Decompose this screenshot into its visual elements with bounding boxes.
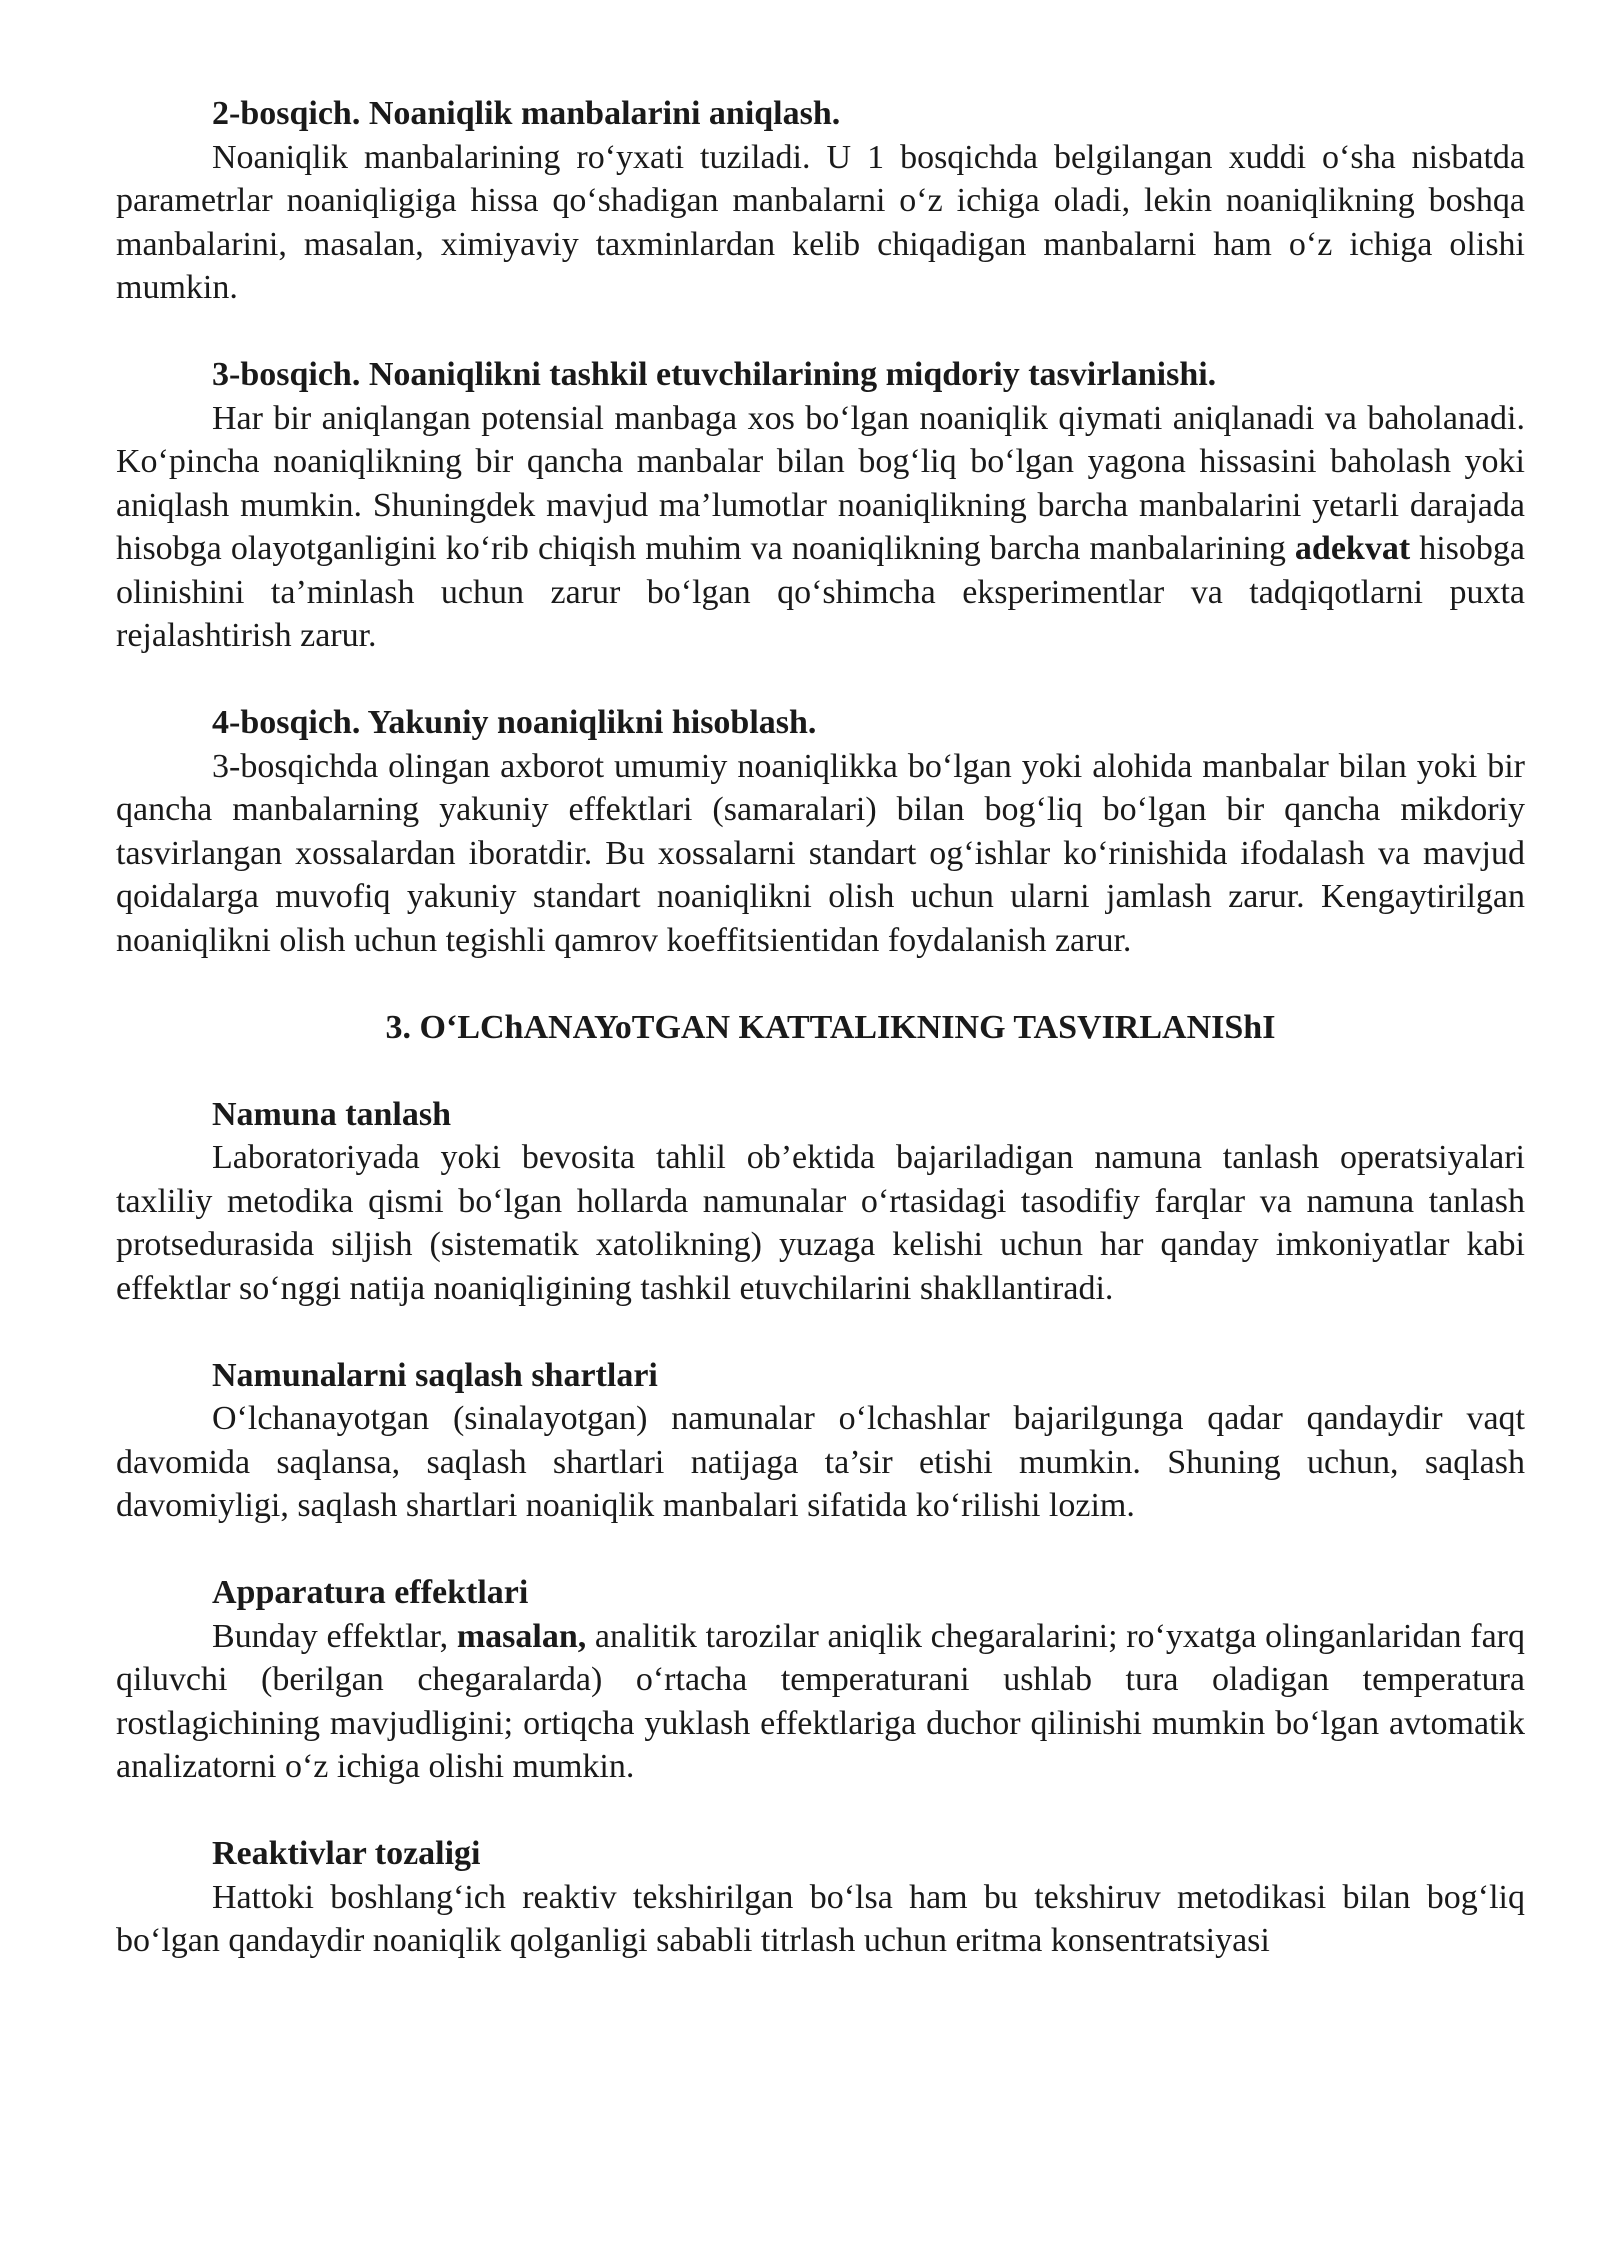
document-page: [116, 92, 1525, 2006]
section-heading: Namuna tanlash: [212, 1095, 452, 1133]
section-heading: 3-bosqich. Noaniqlikni tashkil etuvchilarining miqdoriy tasvirlanishi.: [212, 356, 1217, 393]
section-heading: Reaktivlar tozaligi: [212, 1835, 481, 1872]
section-storage-conditions: [116, 1354, 1525, 1528]
section-paragraph: [116, 136, 1525, 310]
section-paragraph: [116, 1136, 1525, 1310]
section-reagent-purity: [116, 1832, 1525, 1963]
section-paragraph: [116, 1876, 1525, 1963]
section-paragraph: [116, 745, 1525, 963]
paragraph-text: Hattoki boshlang‘ich reaktiv tekshirilgan bo‘lsa ham bu tekshiruv metodikasi bilan bog‘liq bo‘lgan qandaydir noaniqlik qolganligi sababli titrlash uchun eritma konsentratsiyasi: [116, 1878, 1525, 1959]
section-step-2: [116, 92, 1525, 310]
paragraph-text: Laboratoriyada yoki bevosita tahlil ob’ektida bajariladigan namuna tanlash operatsiyalari taxliliy metodika qismi bo‘lgan hollarda namunalar o‘rtasidagi tasodifiy farqlar va namuna tanlash protsedurasida siljish (sistematik xatolikning) yuzaga kelishi uchun har qanday imkoniyatlar kabi effektlar so‘nggi natija noaniqligining tashkil etuvchilarini shakllantiradi.: [116, 1139, 1525, 1307]
section-instrument-effects: [116, 1571, 1525, 1789]
section-heading: 4-bosqich. Yakuniy noaniqlikni hisoblash.: [212, 704, 817, 741]
section-paragraph: [116, 1615, 1525, 1789]
section-heading: 2-bosqich. Noaniqlik manbalarini aniqlash.: [212, 95, 841, 132]
paragraph-text: Bunday effektlar,: [212, 1617, 457, 1655]
section-step-4: [116, 701, 1525, 962]
bold-term: adekvat: [1294, 530, 1411, 567]
section-step-3: [116, 353, 1525, 658]
bold-term: masalan,: [456, 1617, 587, 1655]
paragraph-text: 3-bosqichda olingan axborot umumiy noaniqlikka bo‘lgan yoki alohida manbalar bilan yoki bir qancha manbalarning yakuniy effektlari (samaralari) bilan bog‘liq bo‘lgan bir qancha mikdoriy tasvirlangan xossalardan iboratdir. Bu xossalarni standart og‘ishlar ko‘rinishida ifodalash va mavjud qoidalarga muvofiq yakuniy standart noaniqlikni olish uchun ularni jamlash zarur. Kengaytirilgan noaniqlikni olish uchun tegishli qamrov koeffitsientidan foydalanish zarur.: [116, 747, 1525, 959]
paragraph-text: Har bir aniqlangan potensial manbaga xos bo‘lgan noaniqlik qiymati aniqlanadi va baholanadi. Ko‘pincha noaniqlikning bir qancha manbalar bilan bog‘liq bo‘lgan yagona hissasini baholash yoki aniqlash mumkin. Shuningdek mavjud ma’lumotlar noaniqlikning barcha manbalarini yetarli darajada hisobga olayotganligini ko‘rib chiqish muhim va noaniqlikning barcha manbalarining: [116, 399, 1525, 567]
section-heading: Namunalarni saqlash shartlari: [212, 1356, 658, 1394]
paragraph-text: hisobga olinishini ta’minlash uchun zarur bo‘lgan qo‘shimcha eksperimentlar va tadqiqotlarni puxta rejalashtirish zarur.: [116, 530, 1525, 654]
paragraph-text: analitik tarozilar aniqlik chegaralarini; ro‘yxatga olinganlaridan farq qiluvchi (berilgan chegaralarda) o‘rtacha temperaturani ushlab tura oladigan temperatura rostlagichining mavjudligini; ortiqcha yuklash effektlariga duchor qilinishi mumkin bo‘lgan avtomatik analizatorni o‘z ichiga olishi mumkin.: [116, 1617, 1525, 1785]
section-paragraph: [116, 1397, 1525, 1528]
section-paragraph: [116, 397, 1525, 658]
section-heading: Apparatura effektlari: [212, 1574, 529, 1611]
section-sampling: [116, 1093, 1525, 1311]
paragraph-text: O‘lchanayotgan (sinalayotgan) namunalar o‘lchashlar bajarilgunga qadar qandaydir vaqt davomida saqlansa, saqlash shartlari natijaga ta’sir etishi mumkin. Shuning uchun, saqlash davomiyligi, saqlash shartlari noaniqlik manbalari sifatida ko‘rilishi lozim.: [116, 1400, 1525, 1524]
chapter-title: 3. O‘LChANAYoTGAN KATTALIKNING TASVIRLANIShI: [385, 1008, 1276, 1046]
paragraph-text: Noaniqlik manbalarining ro‘yxati tuziladi. U 1 bosqichda belgilangan xuddi o‘sha nisbatda parametrlar noaniqligiga hissa qo‘shadigan manbalarni o‘z ichiga oladi, lekin noaniqlikning boshqa manbalarini, masalan, ximiyaviy taxminlardan kelib chiqadigan manbalarni ham o‘z ichiga olishi mumkin.: [116, 138, 1525, 306]
